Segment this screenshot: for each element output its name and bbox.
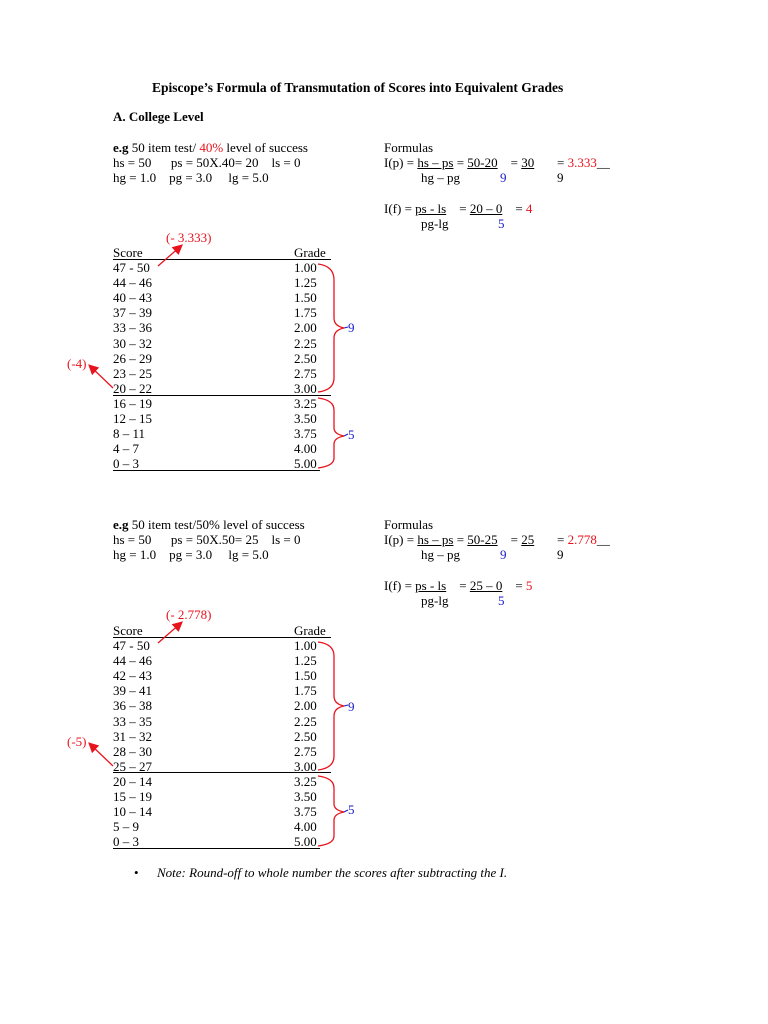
brace-label-9: 9: [348, 699, 355, 714]
if-formula-line: I(f) = ps - ls = 25 – 0 = 5: [384, 578, 533, 593]
grade-cell: 3.00: [294, 381, 317, 396]
score-cell: 23 – 25: [113, 366, 152, 381]
side-arrow-1: [90, 366, 113, 388]
score-cell: 15 – 19: [113, 789, 152, 804]
if-denominator-value: 5: [498, 593, 505, 608]
ip-formula-line: I(p) = hs – ps = 50-20 = 30 = 3.333__: [384, 155, 610, 170]
grade-cell: 5.00: [294, 456, 317, 471]
grade-cell: 3.75: [294, 426, 317, 441]
params-line-2: hg = 1.0 pg = 3.0 lg = 5.0: [113, 170, 269, 185]
score-cell: 42 – 43: [113, 668, 152, 683]
grade-cell: 3.25: [294, 396, 317, 411]
ip-denominator-value-2: 9: [557, 170, 564, 185]
brace-label-9: 9: [348, 320, 355, 335]
grade-cell: 3.75: [294, 804, 317, 819]
score-cell: 30 – 32: [113, 336, 152, 351]
ip-denominator-value: 9: [500, 547, 507, 562]
if-denominator: pg-lg: [421, 593, 449, 608]
grade-cell: 1.50: [294, 668, 317, 683]
grade-cell: 1.00: [294, 260, 317, 275]
score-cell: 8 – 11: [113, 426, 146, 441]
formulas-label: Formulas: [384, 140, 434, 155]
note-text: Note: Round-off to whole number the scores after subtracting the I.: [157, 865, 508, 880]
brace-bottom-2: [318, 776, 344, 846]
grade-header: Grade: [294, 623, 326, 638]
score-cell: 20 – 14: [113, 774, 152, 789]
grade-cell: 2.25: [294, 336, 317, 351]
brace-tick-top-2: [344, 705, 348, 706]
score-cell: 12 – 15: [113, 411, 152, 426]
ip-denominator: hg – pg: [421, 547, 460, 562]
grade-cell: 1.00: [294, 638, 317, 653]
if-formula-line: I(f) = ps - ls = 20 – 0 = 4: [384, 201, 533, 216]
brace-top-1: [318, 264, 344, 392]
grade-cell: 3.50: [294, 789, 317, 804]
params-line-1: hs = 50 ps = 50X.50= 25 ls = 0: [113, 532, 301, 547]
grade-cell: 1.75: [294, 305, 317, 320]
score-cell: 31 – 32: [113, 729, 152, 744]
grade-cell: 1.25: [294, 653, 317, 668]
example-description: e.g 50 item test/50% level of success: [113, 517, 305, 532]
score-cell: 37 – 39: [113, 305, 152, 320]
brace-bottom-1: [318, 398, 344, 468]
grade-cell: 3.25: [294, 774, 317, 789]
score-cell: 44 – 46: [113, 653, 152, 668]
ip-result: 3.333: [567, 155, 597, 170]
top-arrow-2: [158, 623, 181, 643]
score-cell: 0 – 3: [113, 456, 139, 471]
score-cell: 39 – 41: [113, 683, 152, 698]
grade-cell: 1.75: [294, 683, 317, 698]
if-result: 4: [525, 201, 533, 216]
side-annotation: (-5): [67, 734, 87, 749]
brace-tick-top-1: [344, 327, 348, 328]
ip-formula-line: I(p) = hs – ps = 50-25 = 25 = 2.778__: [384, 532, 610, 547]
grade-cell: 2.25: [294, 714, 317, 729]
top-annotation: (- 2.778): [166, 607, 212, 622]
score-cell: 44 – 46: [113, 275, 152, 290]
brace-top-2: [318, 642, 344, 770]
score-cell: 5 – 9: [113, 819, 139, 834]
score-cell: 25 – 27: [113, 759, 152, 774]
if-result: 5: [525, 578, 533, 593]
example-description: e.g 50 item test/ 40% level of success: [113, 140, 308, 155]
grade-cell: 5.00: [294, 834, 317, 849]
brace-label-5: 5: [348, 802, 355, 817]
side-annotation: (-4): [67, 356, 87, 371]
page-title: Episcope’s Formula of Transmutation of Scores into Equivalent Grades: [152, 80, 564, 95]
if-denominator: pg-lg: [421, 216, 449, 231]
side-arrow-2: [90, 744, 113, 766]
brace-tick-bottom-1: [344, 434, 348, 436]
score-cell: 47 - 50: [113, 260, 150, 275]
if-denominator-value: 5: [498, 216, 505, 231]
grade-cell: 2.75: [294, 744, 317, 759]
score-cell: 40 – 43: [113, 290, 152, 305]
params-line-1: hs = 50 ps = 50X.40= 20 ls = 0: [113, 155, 301, 170]
top-arrow-1: [158, 246, 181, 266]
grade-cell: 4.00: [294, 819, 317, 834]
note-bullet: •: [134, 865, 139, 880]
grade-cell: 2.00: [294, 698, 317, 713]
grade-cell: 2.50: [294, 729, 317, 744]
brace-tick-bottom-2: [344, 810, 348, 812]
grade-cell: 3.00: [294, 759, 317, 774]
score-cell: 10 – 14: [113, 804, 152, 819]
score-cell: 33 – 36: [113, 320, 152, 335]
grade-cell: 1.25: [294, 275, 317, 290]
grade-cell: 2.50: [294, 351, 317, 366]
params-line-2: hg = 1.0 pg = 3.0 lg = 5.0: [113, 547, 269, 562]
ip-denominator: hg – pg: [421, 170, 460, 185]
score-cell: 28 – 30: [113, 744, 152, 759]
grade-cell: 1.50: [294, 290, 317, 305]
score-cell: 20 – 22: [113, 381, 152, 396]
score-cell: 26 – 29: [113, 351, 152, 366]
top-annotation: (- 3.333): [166, 230, 212, 245]
score-cell: 4 – 7: [113, 441, 139, 456]
score-cell: 33 – 35: [113, 714, 152, 729]
score-cell: 36 – 38: [113, 698, 152, 713]
grade-cell: 2.00: [294, 320, 317, 335]
score-cell: 0 – 3: [113, 834, 139, 849]
ip-denominator-value: 9: [500, 170, 507, 185]
success-percent: 40%: [199, 140, 224, 155]
grade-cell: 3.50: [294, 411, 317, 426]
brace-label-5: 5: [348, 427, 355, 442]
ip-result: 2.778: [567, 532, 597, 547]
score-header: Score: [113, 623, 143, 638]
section-heading: A. College Level: [113, 109, 204, 124]
score-cell: 16 – 19: [113, 396, 152, 411]
score-cell: 47 - 50: [113, 638, 150, 653]
formulas-label: Formulas: [384, 517, 434, 532]
score-header: Score: [113, 245, 143, 260]
grade-cell: 4.00: [294, 441, 317, 456]
grade-cell: 2.75: [294, 366, 317, 381]
grade-header: Grade: [294, 245, 326, 260]
ip-denominator-value-2: 9: [557, 547, 564, 562]
